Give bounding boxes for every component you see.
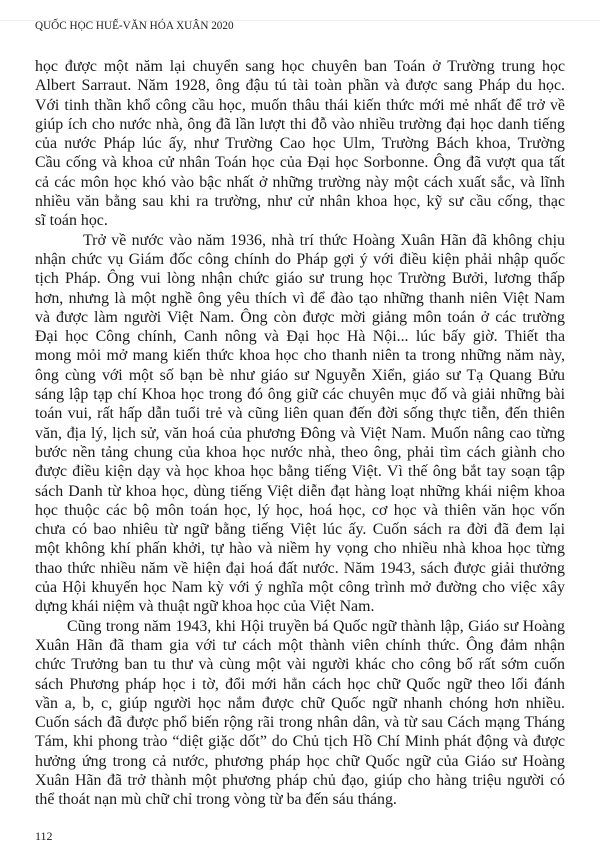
text-line: và được làm người Việt Nam. Ông còn được mời giảng môn toán ở các trường (35, 308, 565, 326)
text-line: hơn, nhưng là một nghề ông yêu thích vì để đào tạo những thanh niên Việt Nam (35, 289, 565, 307)
text-line: Xuân Hãn đã trở thành một phương pháp chủ đạo, giúp cho hàng triệu người có (35, 771, 565, 789)
paragraph (35, 57, 565, 231)
text-line: cả các môn học khó vào bậc nhất ở những trường này một cách xuất sắc, và lĩnh (35, 173, 565, 191)
text-line: sách Danh từ khoa học, dùng tiếng Việt diễn đạt hàng loạt những khái niệm khoa (35, 482, 565, 500)
text-line: của Hội khuyến học Nam kỳ với ý nghĩa một công trình mở đường cho việc xây (35, 579, 565, 597)
text-line: Đại học Công chính, Canh nông và Đại học Hà Nội... lúc bấy giờ. Thiết tha (35, 328, 565, 346)
body-text (35, 57, 565, 810)
text-line: được điều kiện dạy và học khoa học bằng tiếng Việt. Vì thế ông bắt tay soạn tập (35, 463, 565, 481)
text-line: Cũng trong năm 1943, khi Hội truyền bá Quốc ngữ thành lập, Giáo sư Hoàng (67, 617, 565, 635)
text-line: Xuân Hãn đã tham gia với tư cách một thành viên chính thức. Ông đảm nhận (35, 636, 565, 654)
text-line: dựng khái niệm và thuật ngữ khoa học của Việt Nam. (35, 598, 375, 616)
text-line: sáng lập tạp chí Khoa học trong đó ông giữ các chuyên mục đố và giải những bài (35, 386, 565, 404)
text-line: toán vui, rất hấp dẫn tuổi trẻ và cũng liên quan đến đời sống thực tiễn, đến thiên (35, 405, 565, 423)
text-line: bước nền tảng chung của khoa học nước nhà, theo ông, phải tìm cách giành cho (35, 443, 565, 461)
text-line: sách Phương pháp học i tờ, đổi mới hẳn cách học chữ Quốc ngữ theo lối đánh (35, 675, 565, 693)
text-line: vần a, b, c, giúp người học nắm được chữ Quốc ngữ nhanh chóng hơn nhiều. (35, 694, 565, 712)
text-line: của nước Pháp lúc ấy, như Trường Cao học Ulm, Trường Bách khoa, Trường (35, 135, 565, 153)
text-line: học được một năm lại chuyển sang học chuyên ban Toán ở Trường trung học (35, 58, 565, 75)
text-line: Trở về nước vào năm 1936, nhà trí thức Hoàng Xuân Hãn đã không chịu (83, 231, 565, 249)
text-line: chức Trưởng ban tu thư và cùng một vài người khác cho công bố rất sớm cuốn (35, 656, 565, 674)
text-line: nhiều văn bằng sau khi ra trường, như cử nhân khoa học, kỹ sư cầu cống, thạc (35, 193, 565, 211)
text-line: nhận chức vụ Giám đốc công chính do Pháp gợi ý với điều kiện phải nhập quốc (35, 250, 565, 268)
text-line: văn, địa lý, lịch sử, văn hoá của phương Đông và Việt Nam. Muốn nâng cao từng (35, 424, 565, 442)
text-line: một không khí phấn khởi, tự hào và niềm hy vọng cho nhiều nhà khoa học từng (35, 540, 565, 558)
text-line: tịch Pháp. Ông vui lòng nhận chức giáo sư trung học Trường Bưởi, lương thấp (35, 270, 565, 288)
text-line: Cầu cống và khoa cử nhân Toán học của Đại học Sorbonne. Ông đã vượt qua tất (35, 154, 565, 172)
text-line: Tám, khi phong trào “diệt giặc dốt” do Chủ tịch Hồ Chí Minh phát động và được (35, 733, 565, 751)
text-line: Albert Sarraut. Năm 1928, ông đậu tú tài toàn phần và được sang Pháp du học. (35, 77, 565, 95)
running-header: QUỐC HỌC HUẾ-VĂN HÓA XUÂN 2020 (35, 20, 234, 32)
text-line: học thuộc các bộ môn toán học, lý học, hoá học, cơ học và thiên văn học vốn (35, 501, 565, 519)
text-line: hưởng ứng trong cả nước, phương pháp học chữ Quốc ngữ của Giáo sư Hoàng (35, 752, 565, 770)
text-line: thể thoát nạn mù chữ chỉ trong vòng từ ba đến sáu tháng. (35, 791, 397, 809)
text-line: thao thức nhiều năm về hiện đại hoá đất nước. Năm 1943, sách được giải thưởng (35, 559, 565, 577)
text-line: Với tinh thần khổ công cầu học, muốn thâu thái kiến thức mới mẻ nhất để trở về (35, 96, 565, 114)
text-line: ông cùng với một số bạn bè như giáo sư Nguyễn Xiển, giáo sư Tạ Quang Bửu (35, 366, 565, 384)
text-line: Cuốn sách đã được phổ biến rộng rãi trong nhân dân, và từ sau Cách mạng Tháng (35, 714, 565, 732)
text-line: chưa có bao nhiêu từ ngữ bằng tiếng Việt lúc ấy. Cuốn sách ra đời đã đem lại (35, 521, 565, 539)
paragraph (35, 617, 565, 810)
text-line: sĩ toán học. (35, 212, 108, 230)
page-number: 112 (35, 829, 53, 843)
paragraph (35, 231, 565, 617)
text-line: giúp ích cho nước nhà, ông đã lần lượt thi đỗ vào nhiều trường đại học danh tiếng (35, 115, 565, 133)
text-line: mong mỏi mở mang kiến thức khoa học cho thanh niên ta trong những năm này, (35, 347, 565, 365)
